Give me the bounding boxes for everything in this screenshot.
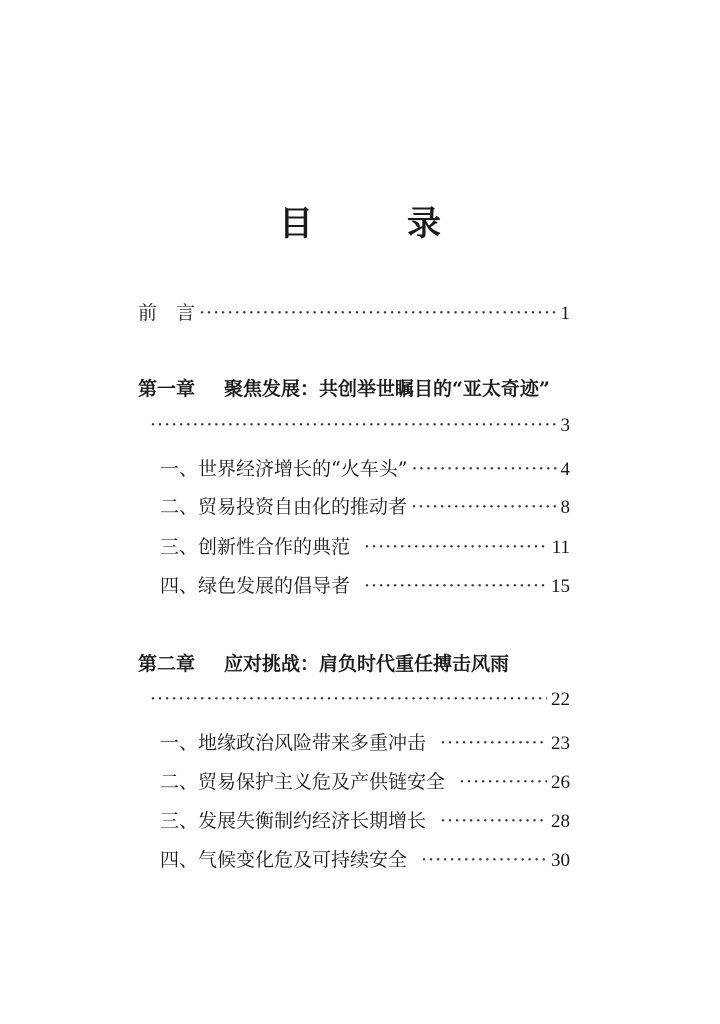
toc-page-number: 1 — [560, 303, 570, 324]
toc-entry[interactable] — [160, 492, 570, 519]
chapter-title: 聚焦发展：共创举世瞩目的“亚太奇迹” — [224, 378, 550, 400]
toc-page-number: 15 — [551, 576, 570, 597]
toc-page-number: 3 — [560, 415, 570, 436]
toc-entry-label: 四、气候变化危及可持续安全 — [160, 849, 408, 871]
chapter-heading-1[interactable] — [138, 374, 550, 401]
toc-leader-dots — [440, 732, 547, 754]
toc-entry[interactable] — [160, 767, 570, 794]
toc-entry-label: 一、地缘政治风险带来多重冲击 — [160, 732, 427, 754]
toc-entry-chapter1-page — [150, 414, 570, 437]
toc-leader-dots — [199, 302, 556, 324]
toc-page-number: 28 — [551, 811, 570, 832]
chapter-heading-2[interactable] — [138, 649, 509, 676]
toc-leader-dots — [150, 688, 547, 710]
toc-entry-label: 二、贸易投资自由化的推动者 — [160, 496, 408, 518]
toc-entry[interactable] — [160, 728, 570, 755]
toc-page-number: 26 — [551, 772, 570, 793]
toc-page-number: 4 — [560, 459, 570, 480]
toc-entry[interactable] — [160, 532, 570, 559]
toc-entry-label: 三、创新性合作的典范 — [160, 536, 351, 558]
page-title: 目 录 — [279, 204, 471, 244]
toc-leader-dots — [364, 575, 547, 597]
toc-page-number: 8 — [560, 497, 570, 518]
toc-entry-preface[interactable] — [138, 298, 570, 325]
toc-page-number: 30 — [551, 850, 570, 871]
toc-entry-label: 二、贸易保护主义危及产供链安全 — [160, 771, 446, 793]
toc-entry-label: 三、发展失衡制约经济长期增长 — [160, 810, 427, 832]
toc-entry-label: 前 言 — [138, 302, 196, 324]
toc-leader-dots — [421, 849, 547, 871]
toc-leader-dots — [364, 536, 548, 558]
toc-entry[interactable] — [160, 806, 570, 833]
toc-entry-label: 一、世界经济增长的“火车头” — [160, 458, 408, 480]
toc-leader-dots — [411, 458, 556, 480]
toc-leader-dots — [150, 414, 557, 436]
toc-leader-dots — [459, 771, 547, 793]
toc-leader-dots — [440, 810, 547, 832]
toc-entry[interactable] — [160, 454, 570, 481]
toc-page-number: 22 — [551, 689, 570, 710]
toc-page-number: 23 — [551, 733, 570, 754]
toc-entry[interactable] — [160, 571, 570, 598]
chapter-number: 第二章 — [138, 653, 196, 675]
chapter-title: 应对挑战：肩负时代重任搏击风雨 — [224, 653, 510, 675]
chapter-number: 第一章 — [138, 378, 196, 400]
toc-entry-label: 四、绿色发展的倡导者 — [160, 575, 351, 597]
toc-leader-dots — [411, 496, 556, 518]
toc-entry[interactable] — [160, 845, 570, 872]
toc-entry-chapter2-page — [150, 688, 570, 711]
toc-page-number: 11 — [551, 537, 570, 558]
